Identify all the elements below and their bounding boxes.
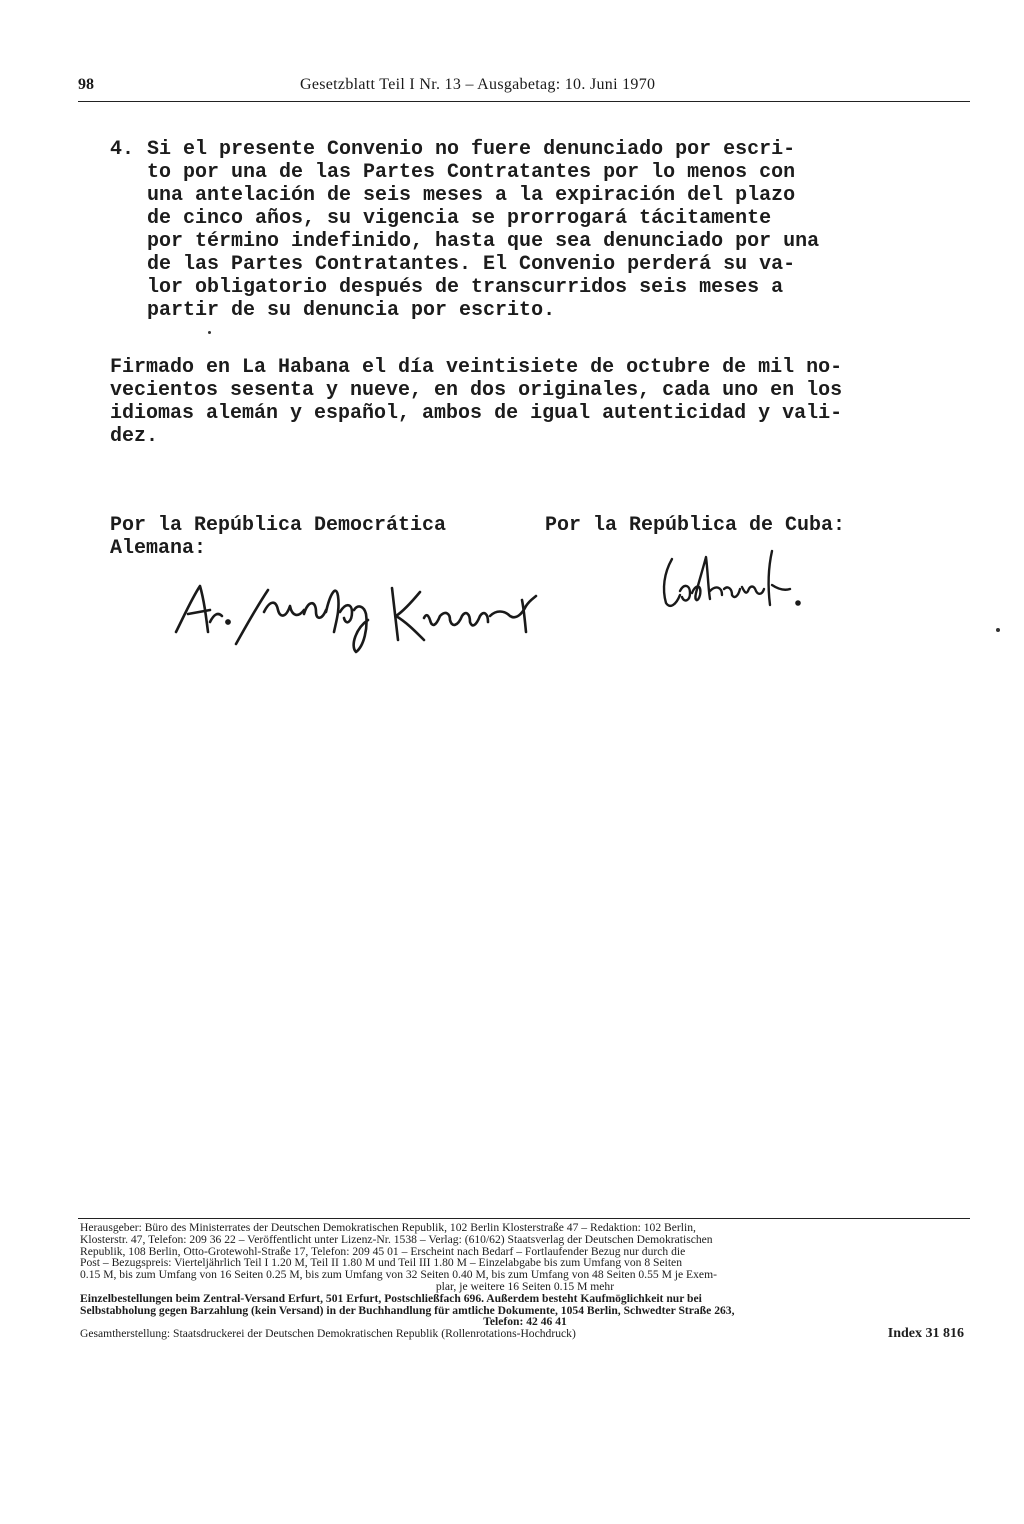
page-number: 98 [78, 76, 94, 93]
clause-text [147, 138, 819, 322]
imprint-line: Einzelbestellungen beim Zentral-Versand Erfurt, 501 Erfurt, Postschließfach 696. Außerdem besteht Kaufmöglichkeit nur bei [80, 1291, 702, 1305]
clause-line: de cinco años, su vigencia se prorrogará tácitamente [147, 207, 772, 230]
signatory-cuba-line: Por la República de Cuba: [545, 514, 846, 537]
imprint-line: plar, je weitere 16 Seiten 0.15 M mehr [435, 1279, 615, 1293]
signatory-cuba [545, 514, 845, 537]
signature-cuba [650, 545, 810, 620]
page-header [78, 76, 970, 100]
imprint-line: Telefon: 42 46 41 [483, 1315, 567, 1329]
clause-line: por término indefinido, hasta que sea denunciado por una [147, 230, 820, 253]
imprint [80, 1222, 970, 1340]
index-number: Index 31 816 [887, 1326, 964, 1342]
clause-line: partir de su denuncia por escrito. [147, 299, 556, 322]
clause-line: Si el presente Convenio no fuere denunciado por escri- [147, 138, 796, 161]
imprint-production: Gesamtherstellung: Staatsdruckerei der Deutschen Demokratischen Republik (Rollenrotations-Hochdruck) [80, 1327, 576, 1341]
closing-line: Firmado en La Habana el día veintisiete de octubre de mil no- [110, 356, 843, 379]
clause-number: 4. [110, 138, 135, 161]
footer-rule [78, 1218, 970, 1219]
header-rule [78, 101, 970, 102]
closing-paragraph [110, 356, 842, 448]
imprint-line: Republik, 108 Berlin, Otto-Grotewohl-Straße 17, Telefon: 209 45 01 – Erscheint nach Bedarf – Fortlaufender Bezug nur durch die [80, 1244, 686, 1258]
imprint-line: Herausgeber: Büro des Ministerrates der Deutschen Demokratischen Republik, 102 Berlin Klosterstraße 47 – Redaktion: 102 Berlin, [80, 1221, 696, 1234]
clause-line: to por una de las Partes Contratantes por lo menos con [147, 161, 796, 184]
imprint-line: Selbstabholung gegen Barzahlung (kein Versand) in der Buchhandlung für amtliche Dokumente, 1054 Berlin, Schwedter Straße 263, [80, 1303, 735, 1317]
running-title: Gesetzblatt Teil I Nr. 13 – Ausgabetag: 10. Juni 1970 [300, 76, 656, 93]
imprint-line: Post – Bezugspreis: Vierteljährlich Teil I 1.20 M, Teil II 1.80 M und Teil III 1.80 M – Einzelabgabe bis zum Umfang von 8 Seiten [80, 1256, 683, 1270]
closing-line: dez. [110, 425, 159, 448]
closing-line: vecientos sesenta y nueve, en dos originales, cada uno en los [110, 379, 843, 402]
imprint-line: 0.15 M, bis zum Umfang von 16 Seiten 0.25 M, bis zum Umfang von 32 Seiten 0.40 M, bis zum Umfang von 48 Seiten 0.55 M je Exem- [80, 1268, 717, 1282]
clause-line: de las Partes Contratantes. El Convenio perderá su va- [147, 253, 796, 276]
signatory-gdr [110, 514, 446, 560]
closing-line: idiomas alemán y español, ambos de igual autenticidad y vali- [110, 402, 843, 425]
clause-line: una antelación de seis meses a la expiración del plazo [147, 184, 796, 207]
clause-line: lor obligatorio después de transcurridos seis meses a [147, 276, 784, 299]
scan-speck [208, 331, 211, 334]
signatory-gdr-line: Alemana: [110, 537, 207, 560]
imprint-production-row [80, 1328, 970, 1340]
signatory-gdr-line: Por la República Democrática [110, 514, 447, 537]
imprint-line: Klosterstr. 47, Telefon: 209 36 22 – Veröffentlicht unter Lizenz-Nr. 1538 – Verlag: (610/62) Staatsverlag der Deutschen Demokratischen [80, 1232, 713, 1246]
signature-gdr [170, 570, 550, 660]
scan-speck [996, 628, 1000, 632]
